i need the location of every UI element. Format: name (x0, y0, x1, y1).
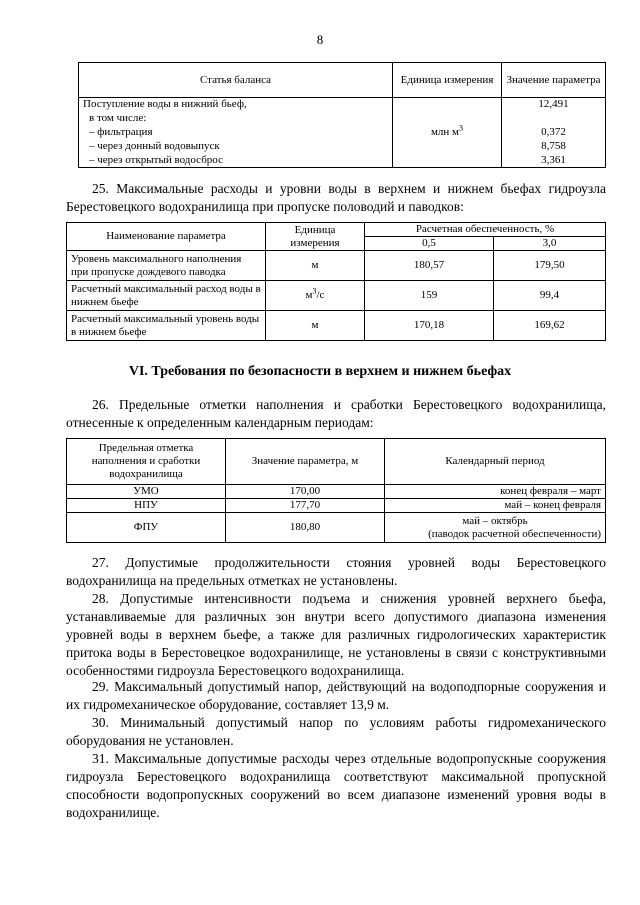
discharge-unit: м (266, 311, 365, 341)
levels-mark: ФПУ (67, 513, 226, 543)
table-row (79, 154, 606, 168)
section-title: VI. Требования по безопасности в верхнем и нижнем бьефах (128, 364, 512, 379)
balance-header-item: Статья баланса (79, 63, 393, 98)
paragraph-31: 31. Максимальные допустимые расходы через отдельные водопропускные сооружения гидроузла Берестовецкого водохранилища соответствуют максимальной пропускной способности водопропускных сооружений во всем диапазоне изменений уровня воды в водохранилище. (66, 751, 606, 820)
levels-header-value: Значение параметра, м (226, 439, 385, 485)
table-row (67, 499, 606, 513)
levels-period: май – конец февраля (385, 499, 606, 513)
paragraph-27: 27. Допустимые продолжительности стояния уровней воды Берестовецкого водохранилища на предельных отметках не установлены. (66, 555, 606, 588)
balance-value: 0,372 (502, 126, 606, 140)
balance-item: – через открытый водосброс (79, 154, 393, 168)
balance-item: в том числе: (79, 112, 393, 126)
balance-unit: млн $м^3$ (393, 98, 502, 168)
discharge-header-name: Наименование параметра (67, 223, 266, 251)
levels-value: 177,70 (226, 499, 385, 513)
table-row (79, 140, 606, 154)
discharge-value-p1: 159 (365, 281, 494, 311)
discharge-header-prob: Расчетная обеспеченность, % (365, 223, 606, 237)
discharge-value-p1: 180,57 (365, 251, 494, 281)
levels-period: конец февраля – март (385, 485, 606, 499)
levels-period: май – октябрь (паводок расчетной обеспеченности) (385, 513, 606, 543)
table-row (79, 126, 606, 140)
table-row (67, 311, 606, 341)
discharge-unit: м (266, 251, 365, 281)
balance-header-value: Значение параметра (502, 63, 606, 98)
discharge-header-p1: 0,5 (365, 237, 494, 251)
discharge-param-name: Расчетный максимальный уровень воды в нижнем бьефе (67, 311, 266, 341)
balance-item: – через донный водовыпуск (79, 140, 393, 154)
balance-item: Поступление воды в нижний бьеф, (79, 98, 393, 112)
paragraph-25: 25. Максимальные расходы и уровни воды в верхнем и нижнем бьефах гидроузла Берестовецкого водохранилища при пропуске половодий и паводков: (66, 181, 606, 214)
levels-table (66, 438, 606, 543)
paragraph-30: 30. Минимальный допустимый напор по условиям работы гидромеханического оборудования не установлен. (66, 715, 606, 748)
table-row (67, 485, 606, 499)
paragraph-26: 26. Предельные отметки наполнения и сработки Берестовецкого водохранилища, отнесенные к определенным календарным периодам: (66, 397, 606, 430)
discharge-header-unit: Единица измерения (266, 223, 365, 251)
balance-value: 12,491 (502, 98, 606, 112)
discharge-unit: $м^3/с$ (266, 281, 365, 311)
levels-header-mark: Предельная отметка наполнения и сработки водохранилища (67, 439, 226, 485)
paragraph-29: 29. Максимальный допустимый напор, действующий на водоподпорные сооружения и их гидромеханическое оборудование, составляет 13,9 м. (66, 679, 606, 712)
discharge-value-p2: 169,62 (494, 311, 606, 341)
balance-value: 3,361 (502, 154, 606, 168)
table-row (79, 112, 606, 126)
levels-value: 180,80 (226, 513, 385, 543)
levels-mark: НПУ (67, 499, 226, 513)
balance-item: – фильтрация (79, 126, 393, 140)
balance-value: 8,758 (502, 140, 606, 154)
balance-header-unit: Единица измерения (393, 63, 502, 98)
table-row (67, 251, 606, 281)
levels-value: 170,00 (226, 485, 385, 499)
table-row (67, 513, 606, 543)
table-row (79, 98, 606, 112)
discharge-param-name: Уровень максимального наполнения при пропуске дождевого паводка (67, 251, 266, 281)
discharge-value-p2: 99,4 (494, 281, 606, 311)
discharge-param-name: Расчетный максимальный расход воды в нижнем бьефе (67, 281, 266, 311)
discharge-header-p2: 3,0 (494, 237, 606, 251)
discharge-table (66, 222, 606, 341)
page-number: 8 (316, 32, 324, 47)
levels-mark: УМО (67, 485, 226, 499)
balance-table (78, 62, 606, 168)
levels-header-period: Календарный период (385, 439, 606, 485)
table-row (67, 281, 606, 311)
balance-value (502, 112, 606, 126)
discharge-value-p2: 179,50 (494, 251, 606, 281)
discharge-value-p1: 170,18 (365, 311, 494, 341)
paragraph-28: 28. Допустимые интенсивности подъема и снижения уровней верхнего бьефа, устанавливаемые для различных зон внутри всего допустимого диапазона изменения уровней воды в верхнем бьефе, а также для различных гидрологических характеристик притока воды в Берестовецкое водохранилище, не установлены в связи с конструктивными особенностями гидроузла Берестовецкого водохранилища. (66, 591, 606, 678)
